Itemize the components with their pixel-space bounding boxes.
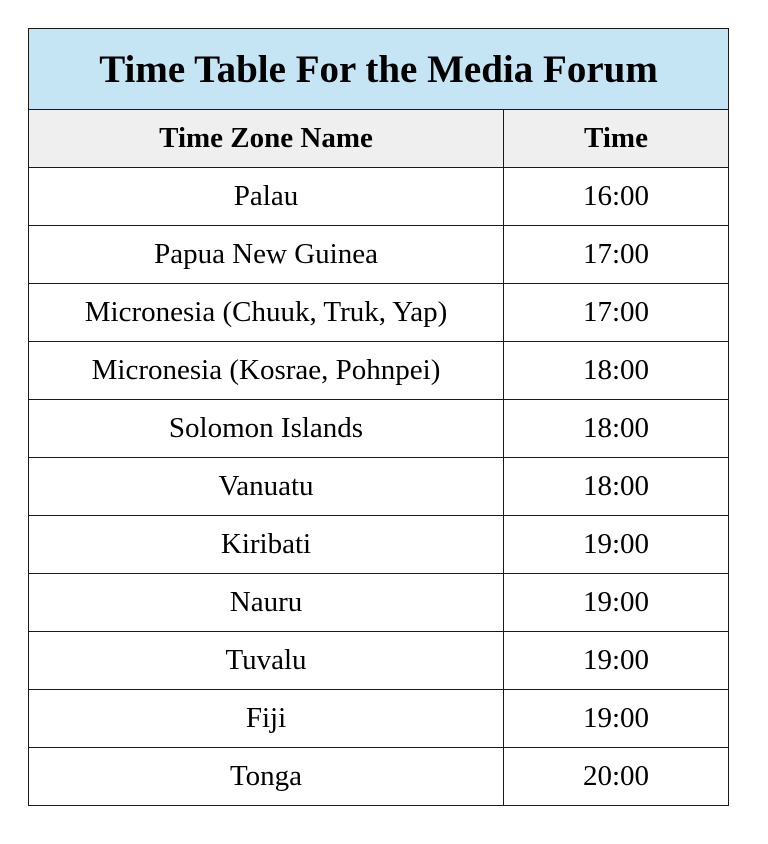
zone-cell: Micronesia (Kosrae, Pohnpei) (29, 342, 504, 400)
zone-cell: Papua New Guinea (29, 226, 504, 284)
table-row (29, 632, 729, 690)
zone-cell: Nauru (29, 574, 504, 632)
table-row (29, 168, 729, 226)
time-cell: 17:00 (504, 284, 729, 342)
time-cell: 18:00 (504, 342, 729, 400)
table-row (29, 516, 729, 574)
table-row (29, 748, 729, 806)
table-row (29, 284, 729, 342)
table-title: Time Table For the Media Forum (29, 29, 729, 110)
table-row (29, 690, 729, 748)
table-row (29, 226, 729, 284)
zone-cell: Micronesia (Chuuk, Truk, Yap) (29, 284, 504, 342)
time-cell: 18:00 (504, 400, 729, 458)
time-cell: 18:00 (504, 458, 729, 516)
table-row (29, 458, 729, 516)
table-row (29, 574, 729, 632)
zone-cell: Tuvalu (29, 632, 504, 690)
title-row (29, 29, 729, 110)
time-cell: 19:00 (504, 632, 729, 690)
table-row (29, 400, 729, 458)
table-row (29, 342, 729, 400)
header-row (29, 110, 729, 168)
timetable (28, 28, 729, 806)
time-cell: 19:00 (504, 574, 729, 632)
zone-cell: Fiji (29, 690, 504, 748)
time-cell: 19:00 (504, 690, 729, 748)
zone-cell: Kiribati (29, 516, 504, 574)
column-header-zone: Time Zone Name (29, 110, 504, 168)
zone-cell: Palau (29, 168, 504, 226)
column-header-time: Time (504, 110, 729, 168)
time-cell: 17:00 (504, 226, 729, 284)
zone-cell: Vanuatu (29, 458, 504, 516)
time-cell: 16:00 (504, 168, 729, 226)
zone-cell: Tonga (29, 748, 504, 806)
time-cell: 20:00 (504, 748, 729, 806)
zone-cell: Solomon Islands (29, 400, 504, 458)
time-cell: 19:00 (504, 516, 729, 574)
